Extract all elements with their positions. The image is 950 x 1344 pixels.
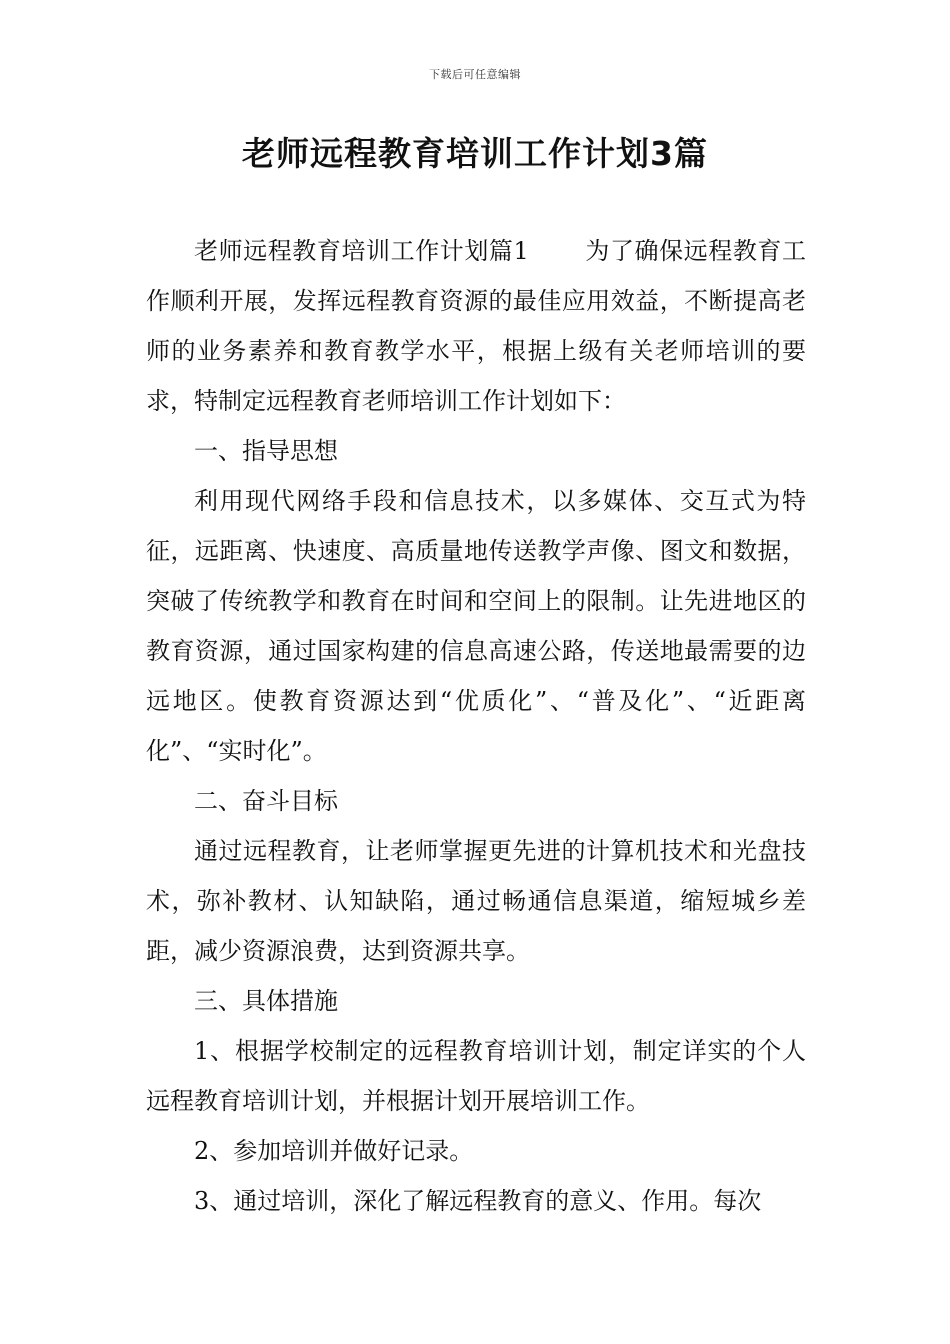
paragraph-guiding-thought: 利用现代网络手段和信息技术，以多媒体、交互式为特征，远距离、快速度、高质量地传送教学声像、图文和数据，突破了传统教学和教育在时间和空间上的限制。让先进地区的教育资源，通过国家构建的信息高速公路，传送地最需要的边远地区。使教育资源达到“优质化”、“普及化”、“近距离化”、“实时化”。 (146, 487, 806, 765)
heading-goals: 二、奋斗目标 (194, 787, 338, 815)
heading-measures: 三、具体措施 (194, 987, 338, 1015)
page-title: 老师远程教育培训工作计划3篇 (242, 134, 708, 173)
document-body (146, 226, 806, 1226)
paragraph-text: 为了确保远程教育工作顺利开展，发挥远程教育资源的最佳应用效益，不断提高老师的业务素养和教育教学水平，根据上级有关老师培训的要求，特制定远程教育老师培训工作计划如下： (146, 237, 806, 415)
paragraph-measure-2: 2、参加培训并做好记录。 (194, 1137, 474, 1165)
paragraph-measure-3: 3、通过培训，深化了解远程教育的意义、作用。每次 (194, 1187, 762, 1215)
paragraph-measure-1: 1、根据学校制定的远程教育培训计划，制定详实的个人远程教育培训计划，并根据计划开展培训工作。 (146, 1037, 806, 1115)
header-note: 下载后可任意编辑 (429, 68, 521, 81)
paragraph-goals: 通过远程教育，让老师掌握更先进的计算机技术和光盘技术，弥补教材、认知缺陷，通过畅通信息渠道，缩短城乡差距，减少资源浪费，达到资源共享。 (146, 837, 806, 965)
heading-guiding-thought: 一、指导思想 (194, 437, 338, 465)
section-label: 老师远程教育培训工作计划篇1 (194, 237, 529, 265)
paragraph-intro (146, 226, 806, 426)
